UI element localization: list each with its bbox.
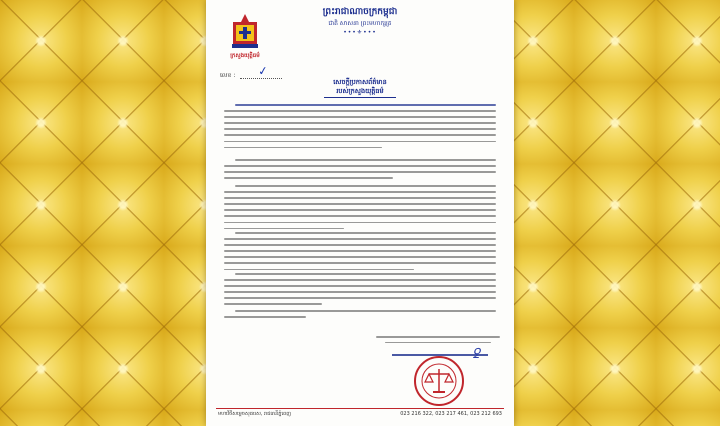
title-underline [324,97,396,98]
paragraph-5 [224,273,496,310]
closing-paragraph [224,310,496,322]
paragraph-1 [224,104,496,153]
press-release-document [206,0,514,426]
kingdom-header: ព្រះរាជាណាចក្រកម្ពុជា [322,7,398,17]
header-ornament: •••⚜••• [343,29,377,36]
official-seal-icon [413,355,465,407]
footer-phone-numbers: 023 216 322, 023 217 461, 023 212 693 [400,411,502,417]
motto-line: ជាតិ សាសនា ព្រះមហាក្សត្រ [328,20,392,27]
ministry-emblem-icon [230,12,260,50]
reference-number-label: លេខ : [220,72,236,79]
document-subtitle: របស់ក្រសួងយុត្តិធម៌ [336,87,384,95]
paragraph-3 [224,185,496,234]
footer-address: មហាវិថីសម្តេចសុធារស, រាជធានីភ្នំពេញ [218,411,292,417]
footer-divider [216,408,504,409]
handwritten-check-mark: ✓ [257,63,269,79]
ministry-name: ក្រសួងយុត្តិធម៌ [230,53,260,59]
footer-contact [218,411,502,418]
document-title: សេចក្តីប្រកាសព័ត៌មាន [333,78,387,86]
date-and-place-block [376,336,500,347]
paragraph-2 [224,159,496,183]
paragraph-4 [224,232,496,275]
handwritten-signature: ꝿ [472,347,480,362]
